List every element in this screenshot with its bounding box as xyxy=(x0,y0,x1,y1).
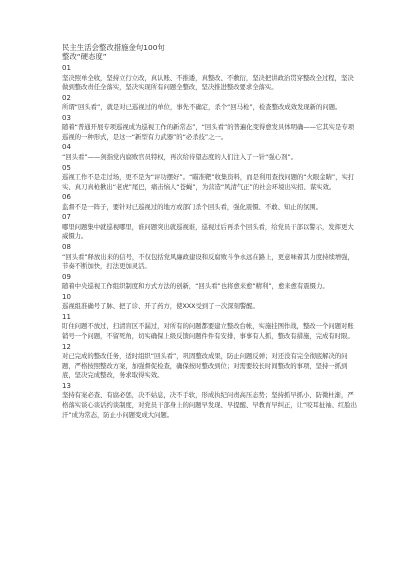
section-item xyxy=(62,114,358,143)
section-text: 对已完成的整改任务，适时组织“回头看”，巩固整改成果，防止问题反弹；对还没有完全彻底解决的问题，严格按照整改方案，加强督促检查，确保按时整改到位；对需要较长时间整改的事项，坚持一抓到底，坚决完成整改，务求取得实效。 xyxy=(62,352,348,380)
section-text: 随着中央巡视工作组织制度和方式方法的创新，“回头看”也将愈来愈“精利”，愈来愈有震慑力。 xyxy=(62,282,329,291)
section-item xyxy=(62,164,358,193)
section-item xyxy=(62,382,358,420)
section-text: 盯住问题不放过，扫清盲区不漏过，对所有的问题都要建立整改台帐，实施挂图作战，整改一个问题对账销号一个问题，不留死角，切实确保上级反馈问题件件有安排，事事有人抓，整改有措施，完成有时限。 xyxy=(62,322,354,340)
section-item xyxy=(62,64,358,93)
section-number: 10 xyxy=(62,292,71,301)
section-number: 01 xyxy=(62,64,71,72)
section-item xyxy=(62,293,358,312)
document-title: 民主生活会整改措施金句100句 xyxy=(62,43,165,52)
section-text: 随着“普通开展专项巡视成为巡视工作的新常态”，“回头看”的普遍化变得愈发具体明确——它其实是专项巡视的一种形式，是这一“新型有力武器”的“必杀技”之一。 xyxy=(62,123,355,141)
section-text: 巡视组准确号了脉、把了诊、开了药方，使XXX受到了一次深刻警醒。 xyxy=(62,302,259,311)
section-number: 06 xyxy=(62,193,71,202)
section-item xyxy=(62,243,358,272)
section-number: 03 xyxy=(62,113,71,122)
section-text: 监督不是一阵子，要针对已巡视过的地方或部门杀个回头看，强化震慑、不敢、知止的氛围。 xyxy=(62,202,322,211)
section-number: 12 xyxy=(62,342,71,351)
section-text: 坚决照单全收，坚持立行立改，真认账、不推诿，真整改、不敷衍，坚决把讲政治贯穿整改全过程，坚决做到整改责任全落实，坚决实现所有问题全整改，坚决推进整改要求全落实。 xyxy=(62,73,354,92)
section-number: 05 xyxy=(62,163,71,172)
section-list xyxy=(62,64,358,420)
section-number: 02 xyxy=(62,93,71,102)
section-text: 哪里问题集中就巡视哪里，谁问题突出就巡视谁，巡视过后再杀个回头看，给党员干部以警示，发挥更大威慑力。 xyxy=(62,222,354,241)
section-item xyxy=(62,313,358,342)
section-text: 坚持有案必查、有腐必惩，决不姑息，决不手软，形成执纪问责高压态势；坚持抓早抓小、防微杜渐，严格落实谈心谈话约谈制度，对党员干部身上的问题早发现、早提醒、早教育早纠正，让“咬耳扯袖、红脸出汗”成为常态，防止小问题变成大问题。 xyxy=(62,391,357,419)
section-text: 所谓“回头看”，就是对已巡视过的单位，事先不确定，杀个“回马枪”，检查整改成效发现新的问题。 xyxy=(62,103,342,112)
section-item xyxy=(62,273,358,292)
section-item xyxy=(62,94,358,113)
section-text: “回头看”——剑指党内腐败官员特权，再次给待望态度的人们注入了一针“强心剂”。 xyxy=(62,152,297,161)
section-item xyxy=(62,193,358,212)
section-number: 04 xyxy=(62,143,71,152)
section-number: 08 xyxy=(62,243,71,252)
section-item xyxy=(62,143,358,162)
section-text: “回头看”释放出来的信号，不仅包括党风廉政建设和反腐败斗争永远在路上，更意味着其力度持续增强，节奏不断加快，打法更加灵活。 xyxy=(62,252,354,271)
section-text: 巡视工作不是走过场，更不是为“评功摆好”。“瞄准靶”收集资料，而是利用查找问题的“火眼金睛”，实打实、真刀真枪揪出“老虎”尾巴，痛击恼人“苍蝇”，为营造“风清气正”的社会环境出实招、谋实效。 xyxy=(62,173,355,191)
section-number: 07 xyxy=(62,213,71,222)
document-subtitle: 整改“硬态度” xyxy=(62,52,107,61)
section-number: 09 xyxy=(62,272,71,281)
section-item xyxy=(62,343,358,381)
section-number: 13 xyxy=(62,381,71,390)
section-item xyxy=(62,213,358,242)
section-number: 11 xyxy=(62,312,71,321)
